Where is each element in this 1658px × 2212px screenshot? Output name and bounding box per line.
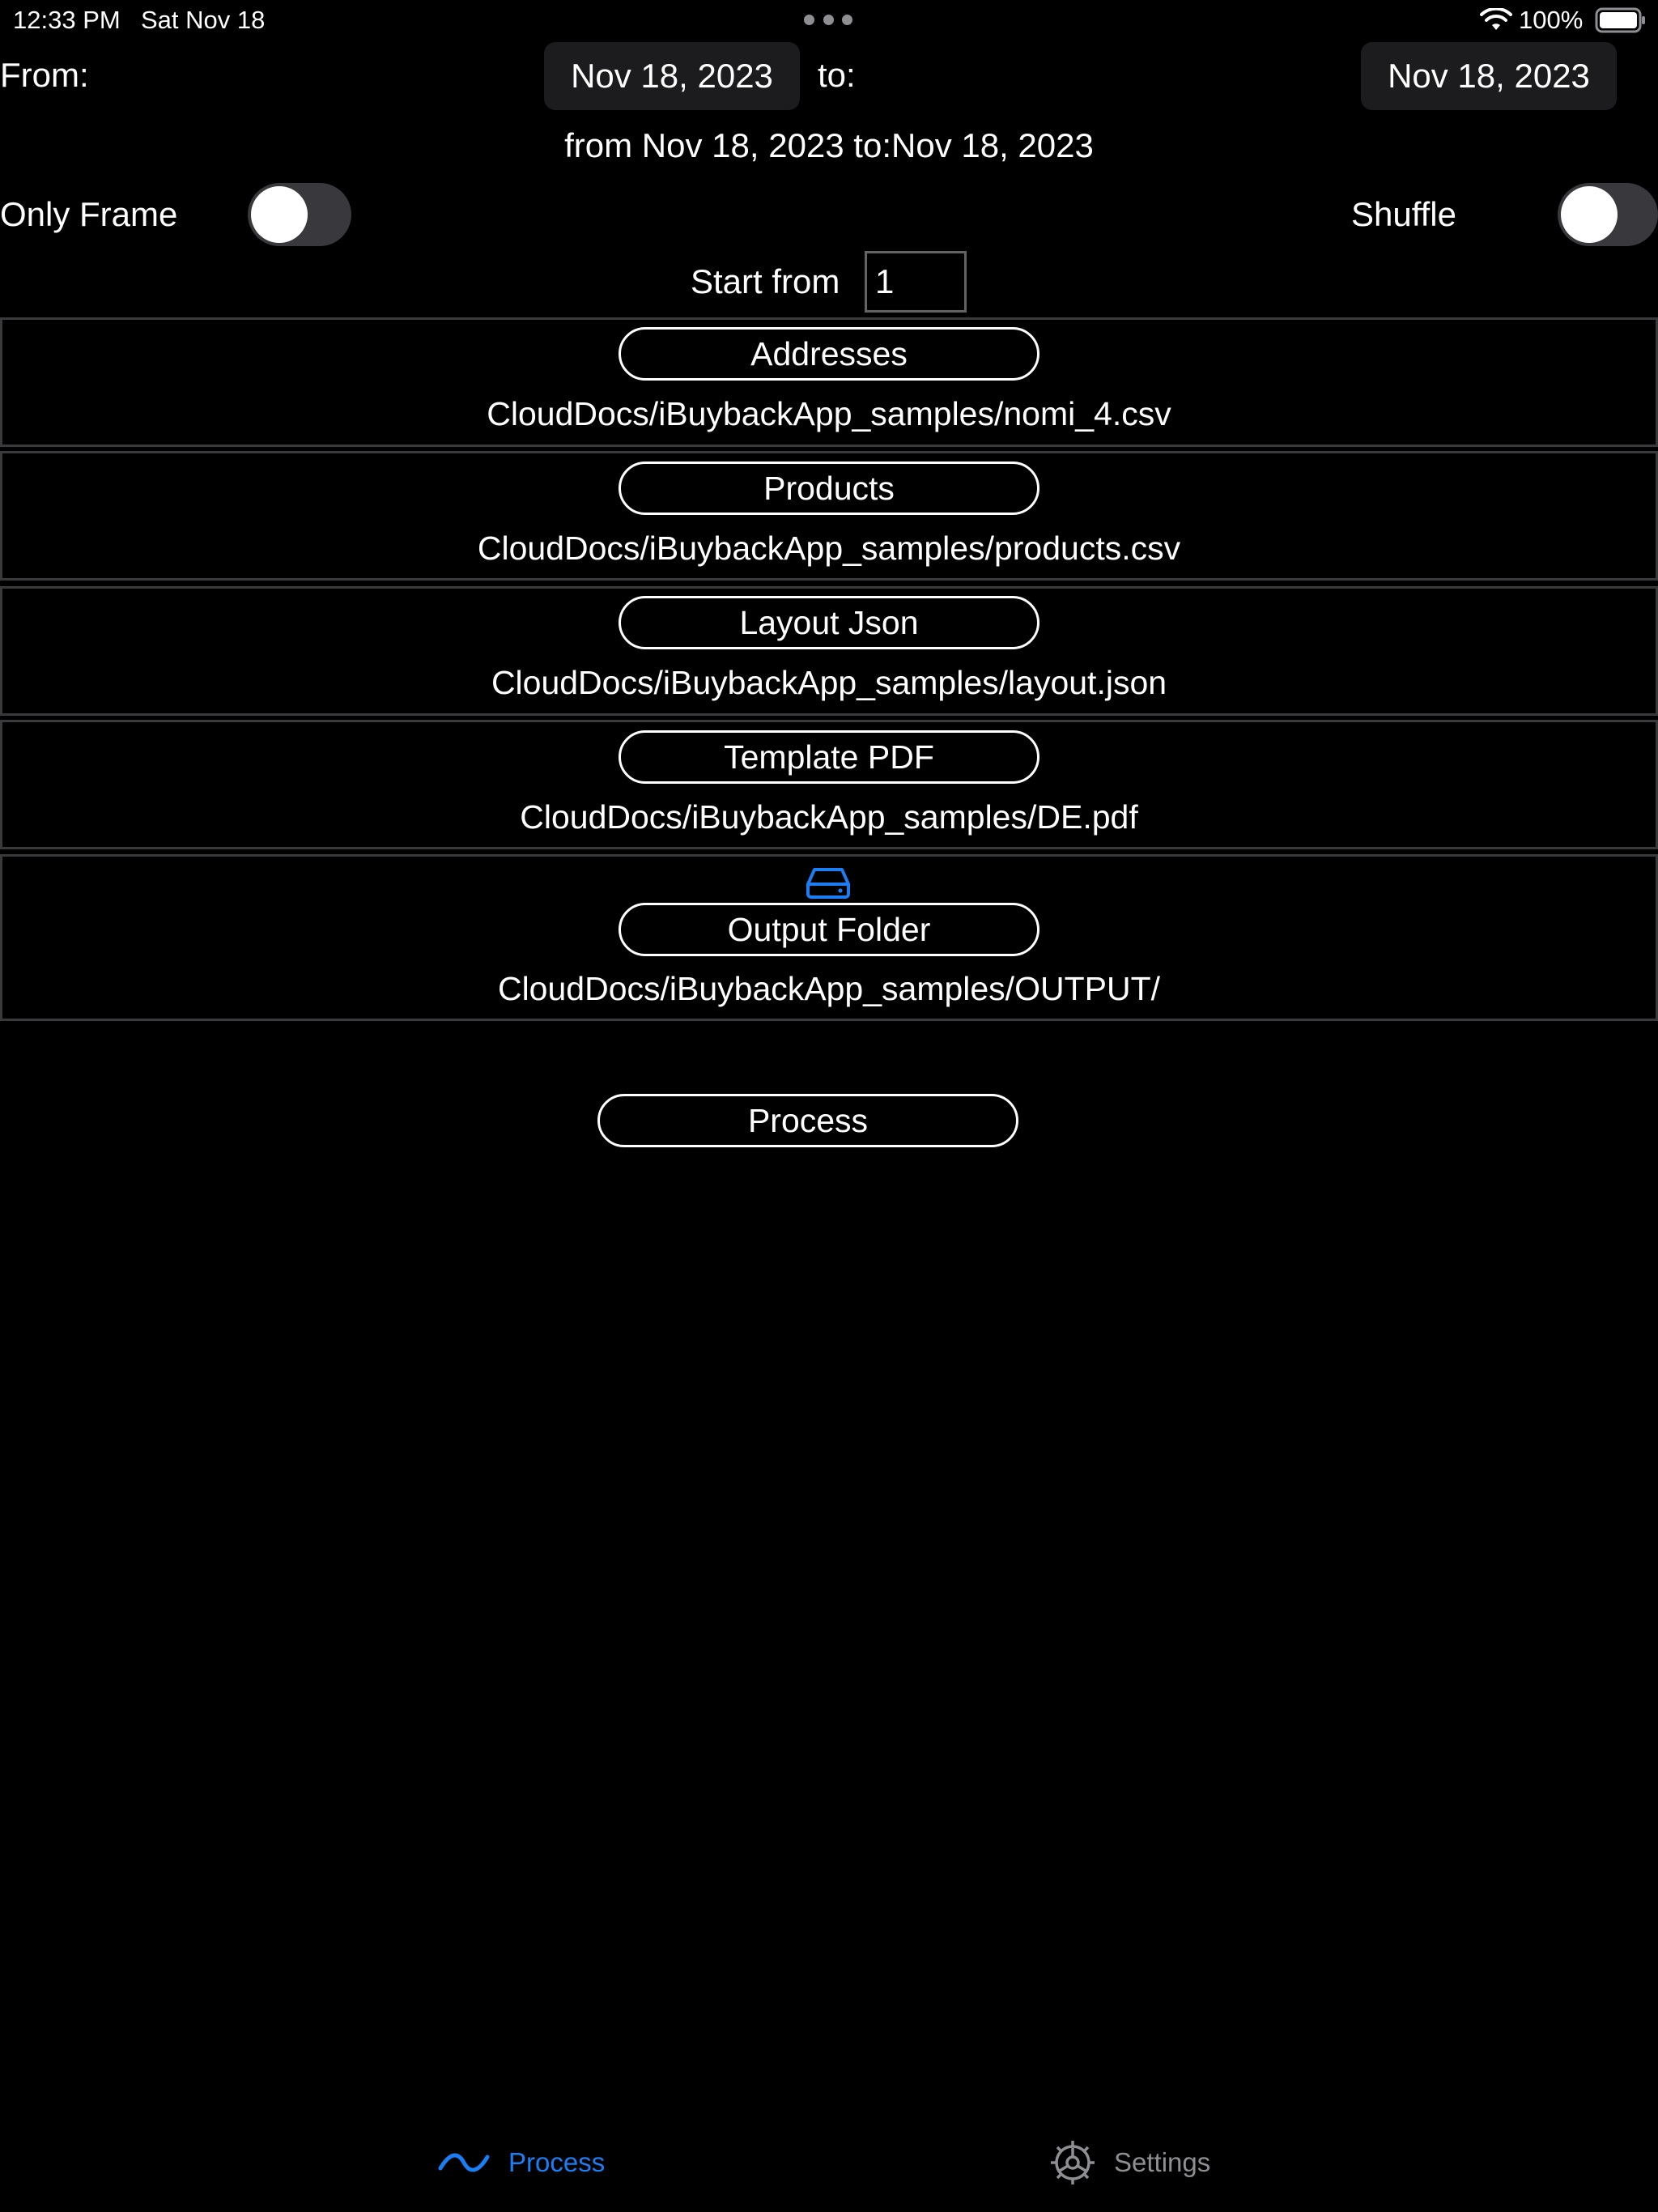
only-frame-label: Only Frame [0, 195, 178, 233]
addresses-path: CloudDocs/iBuybackApp_samples/nomi_4.csv [487, 395, 1171, 432]
products-path: CloudDocs/iBuybackApp_samples/products.csv [477, 530, 1181, 567]
to-label: to: [818, 56, 856, 94]
tab-settings-label: Settings [1114, 2147, 1211, 2177]
multitasking-dots-icon[interactable] [804, 11, 852, 28]
shuffle-label: Shuffle [1351, 195, 1456, 233]
template-pdf-button[interactable]: Template PDF [619, 730, 1039, 784]
output-folder-button[interactable]: Output Folder [619, 903, 1039, 956]
process-button[interactable]: Process [597, 1094, 1018, 1147]
status-time: 12:33 PM [13, 6, 121, 34]
output-folder-path: CloudDocs/iBuybackApp_samples/OUTPUT/ [497, 970, 1161, 1007]
wifi-icon [1480, 8, 1512, 32]
template-pdf-path: CloudDocs/iBuybackApp_samples/DE.pdf [520, 798, 1138, 836]
tab-process-label: Process [508, 2147, 606, 2177]
from-label: From: [0, 56, 89, 94]
to-date-picker[interactable]: Nov 18, 2023 [1361, 42, 1617, 110]
battery-icon [1595, 7, 1647, 33]
start-from-input[interactable]: 1 [865, 251, 967, 313]
date-range-summary: from Nov 18, 2023 to:Nov 18, 2023 [564, 126, 1094, 164]
layout-json-path: CloudDocs/iBuybackApp_samples/layout.json [491, 664, 1167, 701]
tab-process[interactable] [437, 2141, 631, 2184]
battery-percentage: 100% [1519, 6, 1584, 34]
gear-icon [1048, 2138, 1098, 2188]
toggle-knob [1561, 186, 1618, 243]
drive-icon [806, 866, 850, 899]
status-date: Sat Nov 18 [141, 6, 266, 34]
shuffle-toggle[interactable] [1558, 183, 1658, 246]
products-button[interactable]: Products [619, 462, 1039, 515]
start-from-label: Start from [691, 262, 840, 300]
addresses-button[interactable]: Addresses [619, 327, 1039, 381]
tab-settings[interactable] [1048, 2138, 1242, 2188]
wave-icon [437, 2150, 491, 2175]
toggle-knob [251, 186, 308, 243]
from-date-picker[interactable]: Nov 18, 2023 [544, 42, 800, 110]
only-frame-toggle[interactable] [248, 183, 351, 246]
layout-json-button[interactable]: Layout Json [619, 596, 1039, 649]
